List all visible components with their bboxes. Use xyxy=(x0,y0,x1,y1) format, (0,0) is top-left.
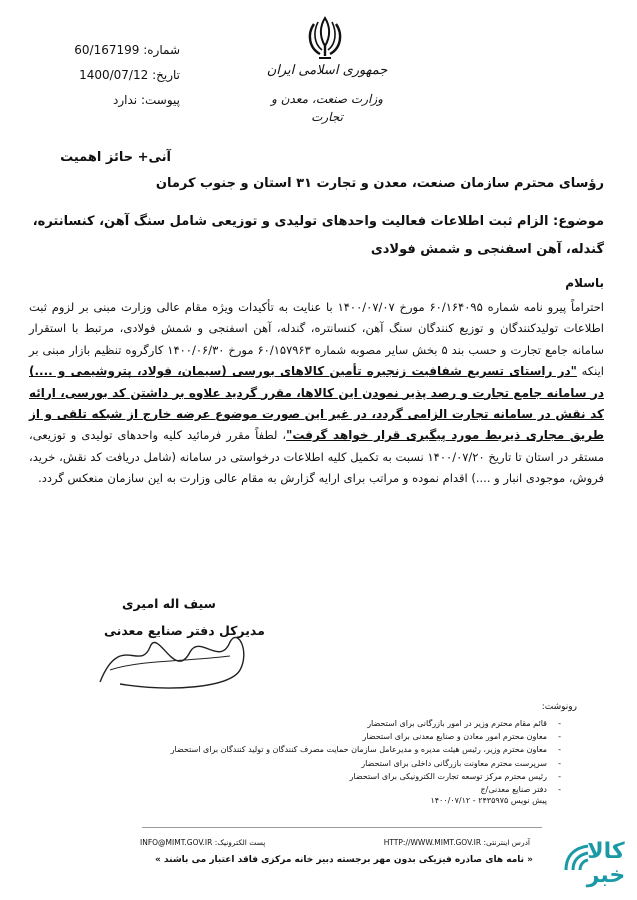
ministry-header xyxy=(262,62,392,126)
email-label: پست الکترونیک: xyxy=(214,838,266,847)
letter-number: شماره: 60/167199 xyxy=(74,43,180,57)
website-label: آدرس اینترنتی: xyxy=(483,838,530,847)
cc-item: - سرپرست محترم معاونت بازرگانی داخلی برای استحضار xyxy=(107,757,547,770)
watermark-text: کالا خبر xyxy=(586,839,626,888)
letter-body xyxy=(29,297,604,490)
website-link[interactable]: HTTP://WWW.MIMT.GOV.IR xyxy=(383,838,482,847)
iran-emblem-icon xyxy=(302,14,348,64)
cc-item: - دفتر صنایع معدنی/ج xyxy=(107,783,547,796)
body-request: ، لطفاً مقرر فرمائید کلیه واحدهای تولیدی و توزیعی، مستقر در استان تا تاریخ ۱۴۰۰/۰۷/۲۰ نسبت به تکمیل کلیه اطلاعات درخواستی در سامانه (شامل دریافت کد نقش، خرید، فروش، موجودی انبار و ....) اقدام نموده و مراتب برای ارایه گزارش به مقام عالی وزارت به این سازمان منعکس گردد. xyxy=(29,428,604,486)
email-link[interactable]: INFO@MIMT.GOV.IR xyxy=(140,838,213,847)
handwritten-signature xyxy=(80,612,260,698)
cc-item: - قائم مقام محترم وزیر در امور بازرگانی برای استحضار xyxy=(107,717,547,730)
footer-contact xyxy=(140,838,530,847)
country-name: جمهوری اسلامی ایران xyxy=(266,63,388,78)
footer-validity-note: « نامه های صادره فیزیکی بدون مهر برجسته دبیر خانه مرکزی فاقد اعتبار می باشند » xyxy=(155,855,533,865)
footer-divider xyxy=(142,827,542,828)
cc-item: - معاون محترم امور معادن و صنایع معدنی برای استحضار xyxy=(107,730,547,743)
body-intro: احتراماً پیرو نامه شماره ۶۰/۱۶۴۰۹۵ مورخ ۱۴۰۰/۰۷/۰۷ با عنایت به تأکیدات ویژه مقام عالی وزارت مبنی بر لزوم ثبت اطلاعات تولیدکنندگان و توزیع کنندگان سنگ آهن، کنسانتره، گندله، آهن اسفنجی و شمش فولادی، مرتبط با استقرار سامانه جامع تجارت و حسب بند ۵ بخش سایر مصوبه شماره ۶۰/۱۵۷۹۶۳ مورخ ۱۴۰۰/۰۶/۳۰ کارگروه تنظیم بازار مبنی بر اینکه xyxy=(29,300,605,379)
letter-attachment: پیوست: ندارد xyxy=(113,93,180,107)
kalakhabar-watermark xyxy=(560,838,632,894)
body-quote: "در راستای تسریع شفافیت زنجیره تأمین کالاهای بورسی (سیمان، فولاد، پتروشیمی و ....) در سامانه جامع تجارت و رصد پذیر نمودن این کالاها، مقرر گردید علاوه بر داشتن کد بورسی، ارائه کد نقش در سامانه تجارت الزامی گردد، در غیر این صورت موضوع عرضه خارج از شبکه تلقی و از طریق مجاری ذیربط مورد پیگیری قرار خواهد گرفت" xyxy=(29,364,604,443)
cc-item: - معاون محترم وزیر، رئیس هیئت مدیره و مدیرعامل سازمان حمایت مصرف کنندگان و تولید کنندگان برای استحضار xyxy=(107,743,547,756)
ministry-name: وزارت صنعت، معدن و تجارت xyxy=(271,92,383,124)
recipients-line: رؤسای محترم سازمان صنعت، معدن و تجارت ۳۱ استان و جنوب کرمان xyxy=(155,176,604,191)
subject-line xyxy=(29,208,604,264)
draft-reference: پیش نویس ۲۴۳۵۹۷۵ - ۱۴۰۰/۰۷/۱۲ xyxy=(430,796,547,805)
letter-date: تاریخ: 1400/07/12 xyxy=(79,68,180,82)
email-group xyxy=(140,838,265,847)
signatory-title: مدیرکل دفتر صنایع معدنی xyxy=(104,623,265,638)
subject-text: الزام ثبت اطلاعات فعالیت واحدهای تولیدی و توزیعی شامل سنگ آهن، کنسانتره، گندله، آهن اسفنجی و شمش فولادی xyxy=(32,214,604,257)
letter-meta xyxy=(60,38,180,113)
cc-label: رونوشت: xyxy=(541,702,577,712)
priority-label: آنی+ حائز اهمیت xyxy=(60,150,171,165)
website-group xyxy=(384,838,530,847)
subject-label: موضوع: xyxy=(553,214,604,229)
greeting: باسلام xyxy=(565,276,604,290)
cc-item: - رئیس محترم مرکز توسعه تجارت الکترونیکی برای استحضار xyxy=(107,770,547,783)
cc-list xyxy=(107,717,547,796)
signatory-name: سیف اله امیری xyxy=(122,596,216,611)
